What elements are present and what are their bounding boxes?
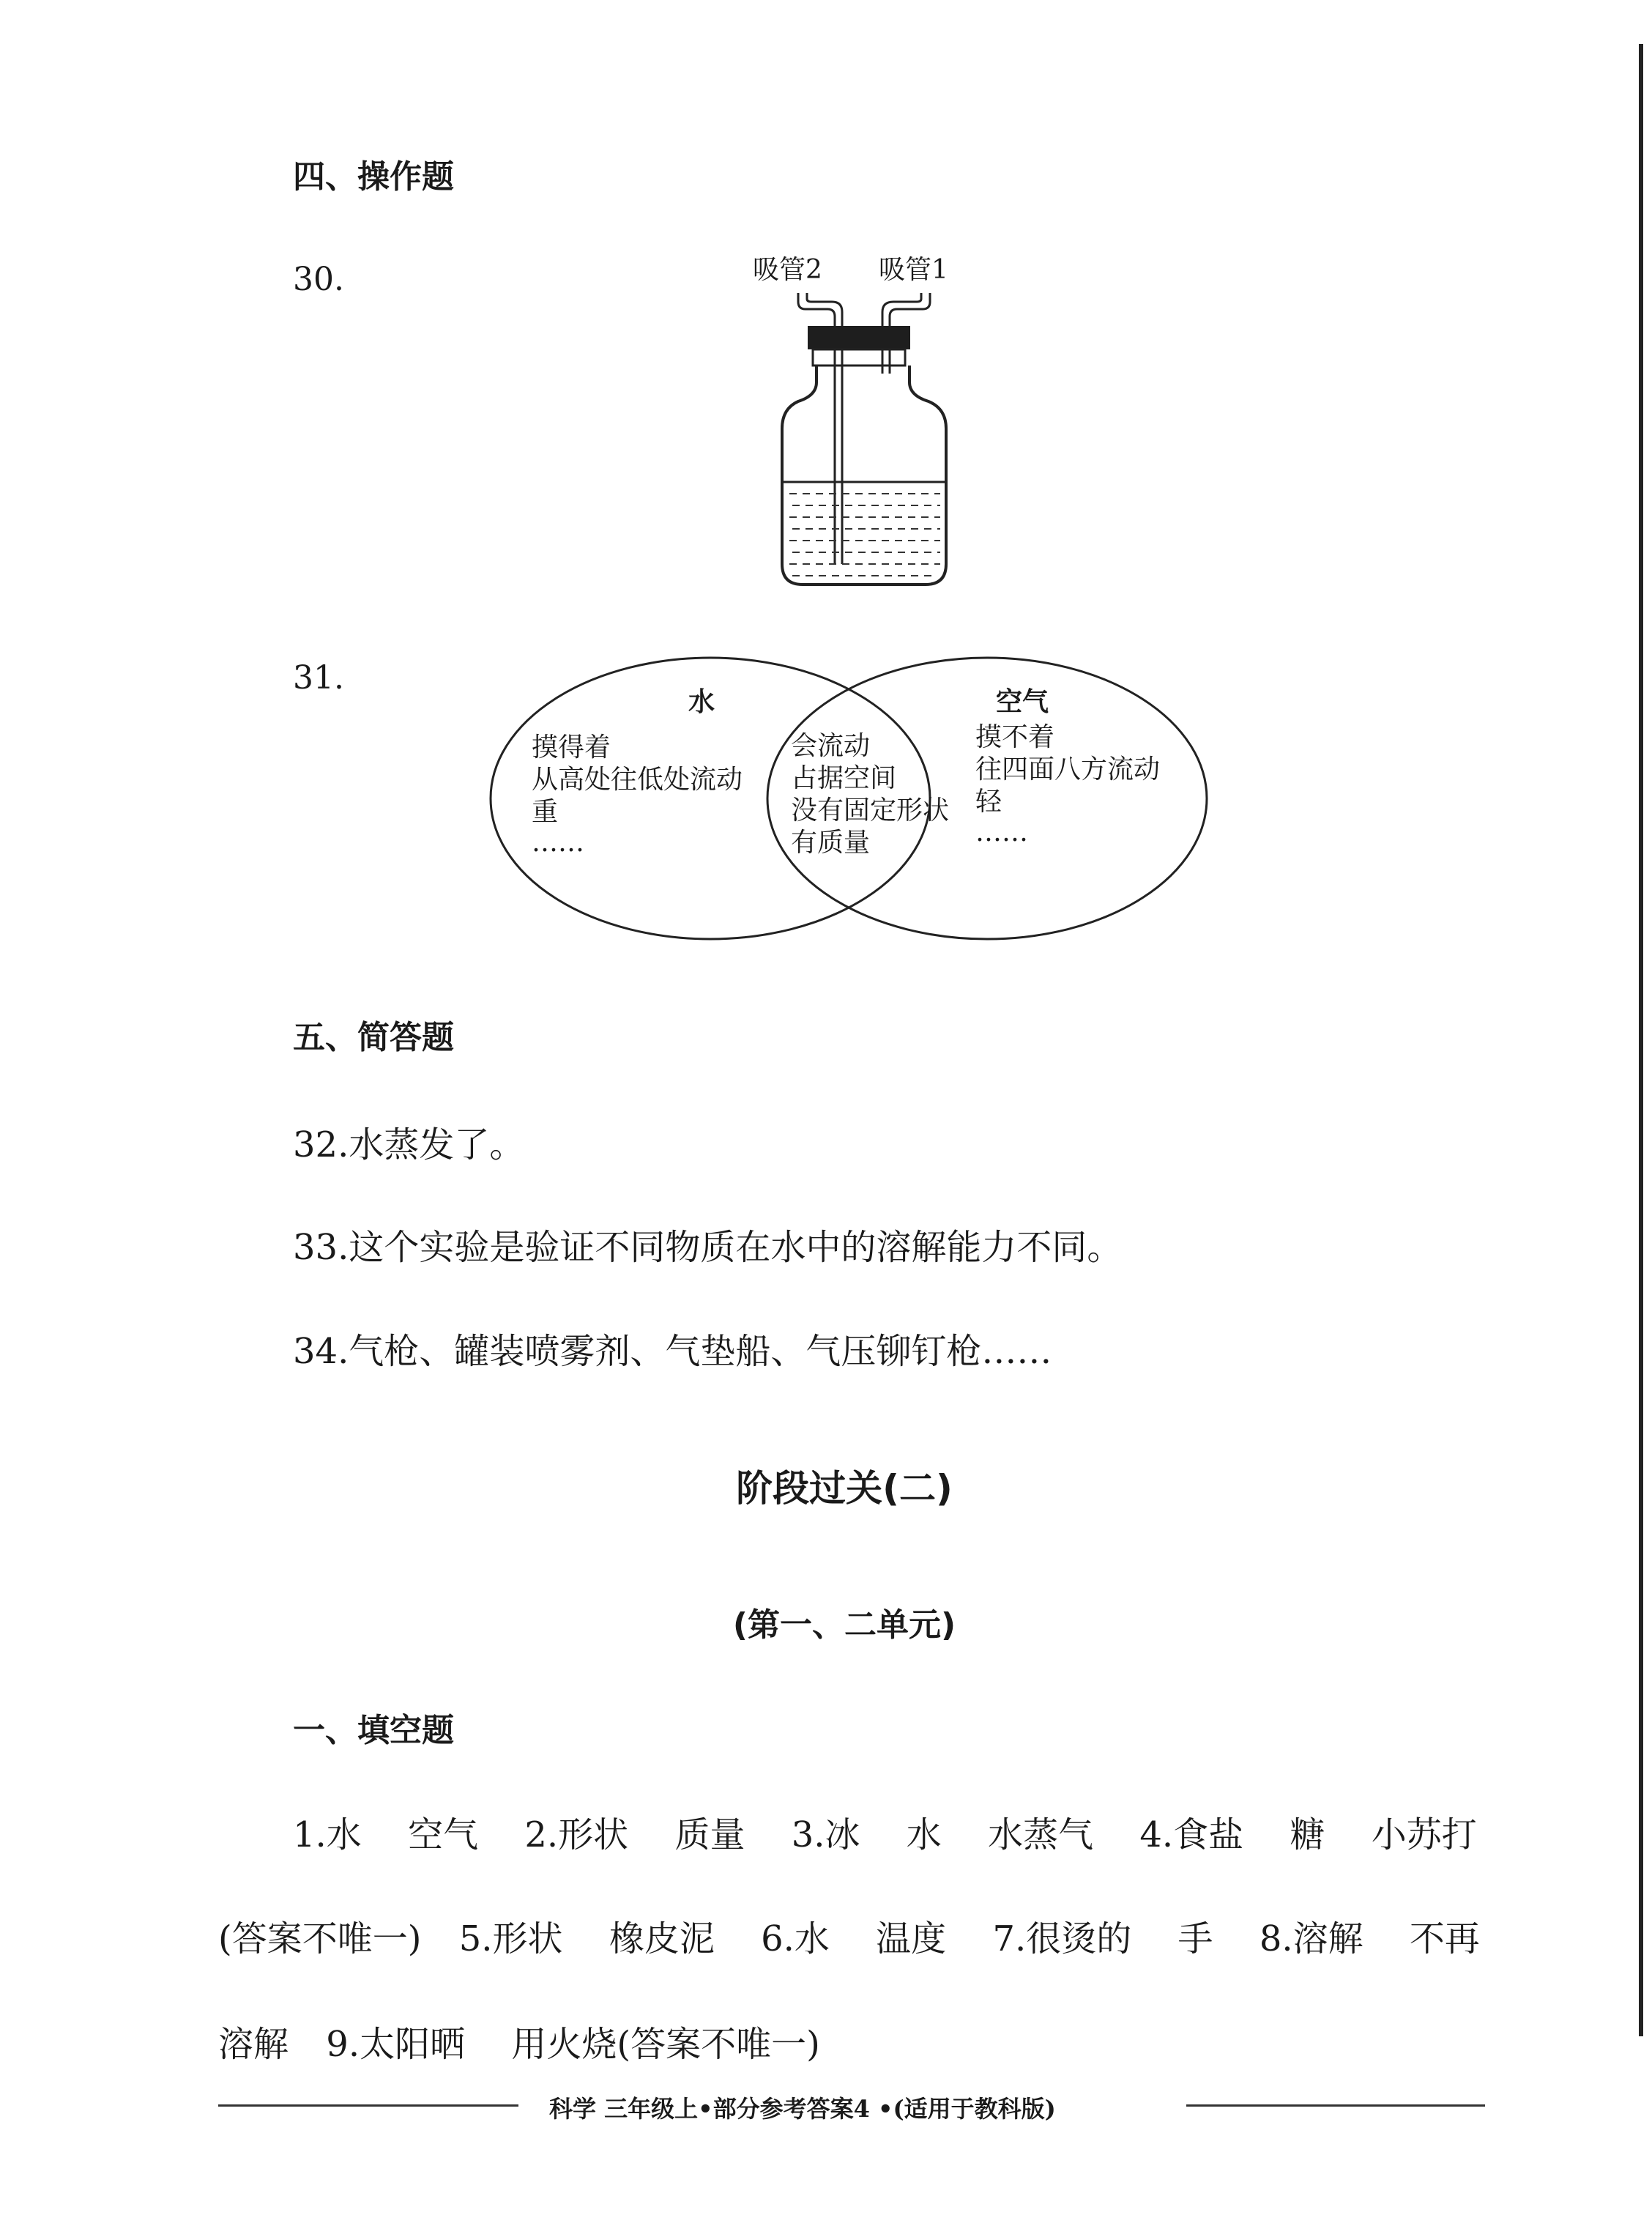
fill-answer: 4.食盐 — [1139, 1814, 1244, 1855]
answer-34: 34.气枪、罐装喷雾剂、气垫船、气压铆钉枪…… — [293, 1331, 1052, 1372]
fill-answer: 水蒸气 — [988, 1814, 1094, 1855]
section-heading-short-answer: 五、简答题 — [293, 1019, 454, 1056]
fill-answer: 空气 — [408, 1814, 479, 1855]
fill-answer: 质量 — [674, 1814, 745, 1855]
air-title: 空气 — [996, 686, 1049, 717]
fill-answer: 橡皮泥 — [609, 1918, 715, 1959]
page-edge-shadow — [1639, 44, 1643, 2036]
fill-answers-line-3 — [218, 2016, 820, 2066]
air-item: 摸不着 — [975, 722, 1055, 752]
fill-answer: 3.冰 — [791, 1814, 860, 1855]
air-item: …… — [975, 817, 1028, 847]
fill-answer: 不再 — [1409, 1918, 1480, 1959]
fill-answers-line-1 — [293, 1806, 1477, 1857]
gas-bottle-diagram — [747, 249, 981, 601]
stopper — [808, 326, 910, 349]
shared-item: 占据空间 — [791, 763, 897, 793]
fill-answer: 1.水 — [293, 1814, 362, 1855]
air-item: 往四面八方流动 — [975, 754, 1161, 784]
fill-answer: 手 — [1177, 1918, 1213, 1959]
shared-item: 有质量 — [791, 828, 871, 858]
answer-32: 32.水蒸发了。 — [293, 1124, 525, 1165]
venn-diagram — [483, 645, 1216, 952]
answer-33: 33.这个实验是验证不同物质在水中的溶解能力不同。 — [293, 1227, 1123, 1268]
fill-answer: 溶解 — [218, 2024, 289, 2065]
fill-answer: 8.溶解 — [1259, 1918, 1363, 1959]
water-item: …… — [532, 828, 584, 858]
fill-answer: 糖 — [1290, 1814, 1325, 1855]
fill-answer: (答案不唯一) — [218, 1918, 422, 1959]
section-heading-fill-in: 一、填空题 — [293, 1712, 454, 1749]
water-item: 重 — [532, 797, 559, 827]
footer-rule-left — [218, 2104, 518, 2107]
fill-answer: 2.形状 — [524, 1814, 629, 1855]
fill-answers-line-2 — [218, 1910, 1480, 1961]
water-item: 从高处往低处流动 — [532, 765, 743, 795]
fill-answer: 温度 — [876, 1918, 947, 1959]
fill-answer: 水 — [906, 1814, 942, 1855]
fill-answer: 5.形状 — [458, 1918, 563, 1959]
fill-answer: 7.很烫的 — [992, 1918, 1132, 1959]
fill-answer: 用火烧(答案不唯一) — [511, 2024, 820, 2065]
question-number-31: 31. — [293, 659, 344, 697]
section-heading-operation: 四、操作题 — [293, 158, 454, 196]
fill-answer: 6.水 — [761, 1918, 830, 1959]
straw-2-label: 吸管2 — [753, 255, 822, 285]
footer-text: 科学 三年级上•部分参考答案4 •(适用于教科版) — [549, 2095, 1056, 2123]
water-item: 摸得着 — [532, 732, 611, 763]
shared-item: 没有固定形状 — [791, 795, 950, 826]
shared-item: 会流动 — [791, 731, 871, 761]
air-item: 轻 — [975, 787, 1002, 817]
stage-subtitle: (第一、二单元) — [732, 1606, 956, 1644]
fill-answer: 9.太阳晒 — [326, 2024, 466, 2065]
water-title: 水 — [688, 686, 715, 717]
straw-1-label: 吸管1 — [879, 255, 948, 285]
question-number-30: 30. — [293, 261, 344, 298]
stage-title: 阶段过关(二) — [736, 1467, 953, 1510]
footer-rule-right — [1186, 2104, 1485, 2107]
fill-answer: 小苏打 — [1371, 1814, 1477, 1855]
water-dashes — [789, 494, 940, 576]
